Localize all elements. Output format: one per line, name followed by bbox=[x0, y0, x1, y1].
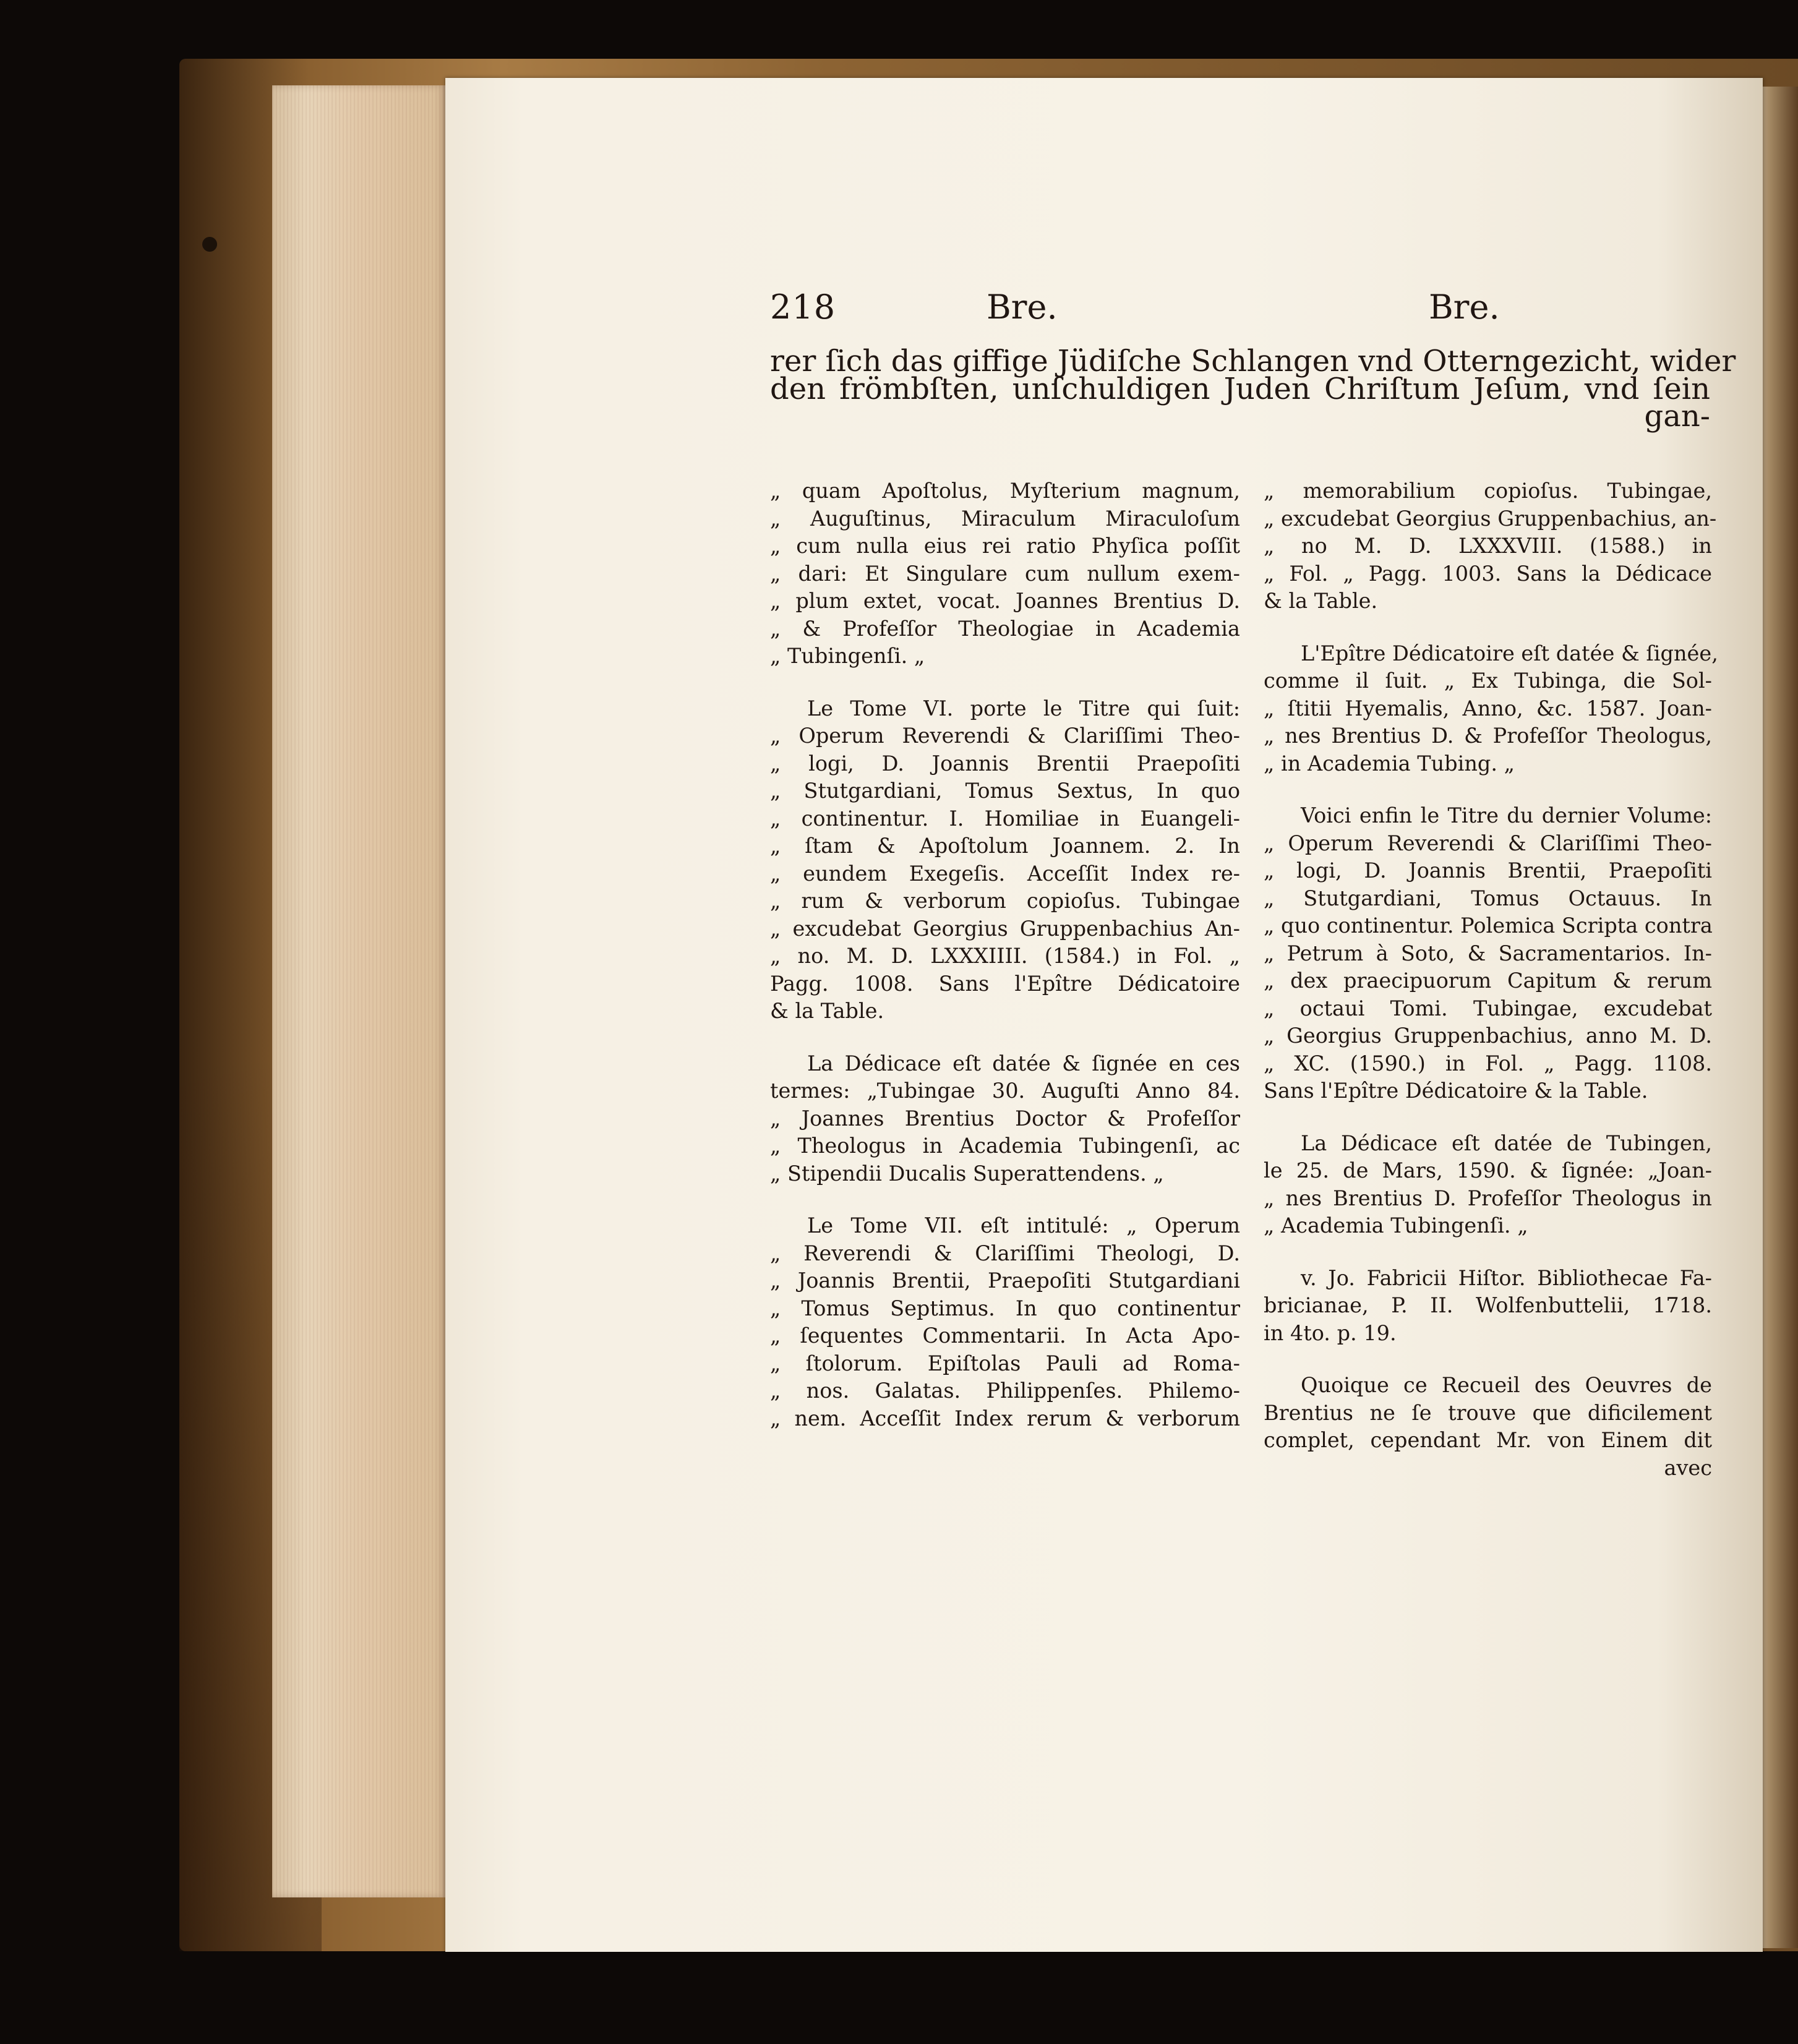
text-line: „ no. M. D. LXXXIIII. (1584.) in Fol. „ bbox=[770, 944, 1240, 968]
text-line: „ XC. (1590.) in Fol. „ Pagg. 1108. bbox=[1264, 1051, 1712, 1075]
text-line: „ Theologus in Academia Tubingenſi, ac bbox=[770, 1134, 1240, 1158]
quote-line: gan- bbox=[1644, 399, 1710, 434]
text-line: „ rum & verborum copioſus. Tubingae bbox=[770, 889, 1240, 913]
text-line: „ quo continentur. Polemica Scripta contra bbox=[1264, 913, 1713, 938]
text-line: „ Operum Reverendi & Clariſſimi Theo- bbox=[770, 724, 1240, 748]
text-line: „ quam Apoſtolus, Myſterium magnum, bbox=[770, 479, 1240, 503]
text-line: Le Tome VI. porte le Titre qui ſuit: bbox=[807, 696, 1240, 721]
page-number: 218 bbox=[770, 288, 836, 327]
text-line: Brentius ne ſe trouve que dificilement bbox=[1264, 1400, 1712, 1425]
text-line: Voici enfin le Titre du dernier Volume: bbox=[1301, 803, 1712, 827]
text-line: Quoique ce Recueil des Oeuvres de bbox=[1301, 1373, 1712, 1397]
text-line: „ Academia Tubingenſi. „ bbox=[1264, 1213, 1528, 1238]
text-line: termes: „Tubingae 30. Auguſti Anno 84. bbox=[770, 1079, 1240, 1103]
text-line: La Dédicace eſt datée & ſignée en ces bbox=[807, 1051, 1240, 1075]
text-line: „ Fol. „ Pagg. 1003. Sans la Dédicace bbox=[1264, 561, 1712, 586]
text-line: „ Petrum à Soto, & Sacramentarios. In- bbox=[1264, 941, 1712, 965]
text-line: „ nos. Galatas. Philippenſes. Philemo- bbox=[770, 1379, 1240, 1403]
text-line: & la Table. bbox=[770, 999, 884, 1023]
text-line: „ nem. Acceſſit Index rerum & verborum bbox=[770, 1406, 1240, 1430]
text-line: „ Tomus Septimus. In quo continentur bbox=[770, 1296, 1240, 1320]
text-line: „ ſtolorum. Epiſtolas Pauli ad Roma- bbox=[770, 1351, 1240, 1375]
text-line: „ memorabilium copioſus. Tubingae, bbox=[1264, 479, 1712, 503]
text-line: „ eundem Exegeſis. Acceſſit Index re- bbox=[770, 861, 1240, 886]
text-line: „ plum extet, vocat. Joannes Brentius D. bbox=[770, 589, 1240, 613]
text-line: comme il ſuit. „ Ex Tubinga, die Sol- bbox=[1264, 669, 1712, 693]
quote-line: rer ſich das giffige Jüdiſche Schlangen vnd Otterngezicht, wider bbox=[770, 344, 1736, 378]
paragraph-gap bbox=[770, 1025, 1240, 1050]
text-line: „ logi, D. Joannis Brentii Praepoſiti bbox=[770, 751, 1240, 776]
text-line: & la Table. bbox=[1264, 589, 1378, 613]
text-line: „ logi, D. Joannis Brentii, Praepoſiti bbox=[1264, 858, 1712, 883]
text-line: „ Tubingenſi. „ bbox=[770, 644, 925, 668]
paragraph-gap bbox=[1264, 1240, 1712, 1265]
binding-hole bbox=[202, 237, 217, 252]
text-line: „ ſtitii Hyemalis, Anno, &c. 1587. Joan- bbox=[1264, 696, 1712, 721]
text-line: „ excudebat Georgius Gruppenbachius, an- bbox=[1264, 506, 1717, 531]
right-text-column bbox=[1264, 477, 1718, 1482]
text-line: „ Stipendii Ducalis Superattendens. „ bbox=[770, 1161, 1164, 1186]
page-block-edges bbox=[272, 85, 445, 1897]
running-head-left: Bre. bbox=[987, 288, 1058, 327]
text-line: „ Reverendi & Clariſſimi Theologi, D. bbox=[770, 1241, 1240, 1265]
german-quote-block bbox=[770, 343, 1736, 434]
text-line: „ Operum Reverendi & Clariſſimi Theo- bbox=[1264, 831, 1712, 855]
paragraph-gap bbox=[770, 670, 1240, 695]
paragraph-gap bbox=[1264, 1105, 1712, 1130]
text-line: „ ſtam & Apoſtolum Joannem. 2. In bbox=[770, 834, 1240, 858]
text-line: in 4to. p. 19. bbox=[1264, 1320, 1397, 1345]
text-line: „ continentur. I. Homiliae in Euangeli- bbox=[770, 806, 1240, 831]
text-line: Pagg. 1008. Sans l'Epître Dédicatoire bbox=[770, 971, 1240, 996]
text-line: „ nes Brentius D. Profeſſor Theologus in bbox=[1264, 1186, 1712, 1210]
text-line: „ Stutgardiani, Tomus Octauus. In bbox=[1264, 886, 1712, 910]
text-line: „ Auguſtinus, Miraculum Miraculoſum bbox=[770, 506, 1240, 531]
text-line: „ in Academia Tubing. „ bbox=[1264, 751, 1515, 776]
text-line: „ nes Brentius D. & Profeſſor Theologus, bbox=[1264, 724, 1712, 748]
text-line: „ Joannis Brentii, Praepoſiti Stutgardiani bbox=[770, 1268, 1240, 1293]
text-line: „ ſequentes Commentarii. In Acta Apo- bbox=[770, 1323, 1240, 1348]
paragraph-gap bbox=[1264, 777, 1712, 802]
quote-line: den frömbſten, unſchuldigen Juden Chriſtum Jeſum, vnd ſein bbox=[770, 371, 1710, 406]
text-line: Sans l'Epître Dédicatoire & la Table. bbox=[1264, 1079, 1648, 1103]
text-line: Le Tome VII. eſt intitulé: „ Operum bbox=[807, 1213, 1240, 1238]
text-line: complet, cependant Mr. von Einem dit bbox=[1264, 1428, 1712, 1452]
text-line: „ no M. D. LXXXVIII. (1588.) in bbox=[1264, 534, 1712, 558]
text-line: L'Epître Dédicatoire eſt datée & ſignée, bbox=[1301, 641, 1718, 665]
text-line: bricianae, P. II. Wolfenbuttelii, 1718. bbox=[1264, 1293, 1712, 1317]
text-line: „ dex praecipuorum Capitum & rerum bbox=[1264, 969, 1712, 993]
text-line: „ Stutgardiani, Tomus Sextus, In quo bbox=[770, 779, 1240, 803]
paragraph-gap bbox=[1264, 615, 1712, 640]
text-line: „ & Profeſſor Theologiae in Academia bbox=[770, 616, 1240, 641]
paragraph-gap bbox=[1264, 1347, 1712, 1372]
text-line: le 25. de Mars, 1590. & ſignée: „Joan- bbox=[1264, 1158, 1712, 1182]
text-line: v. Jo. Fabricii Hiſtor. Bibliothecae Fa- bbox=[1301, 1265, 1712, 1290]
text-line: La Dédicace eſt datée de Tubingen, bbox=[1301, 1131, 1712, 1155]
catchword: avec bbox=[1664, 1455, 1712, 1480]
text-line: „ cum nulla eius rei ratio Phyſica poſſit bbox=[770, 534, 1240, 558]
running-head-right: Bre. bbox=[1429, 288, 1500, 327]
left-text-column bbox=[770, 477, 1240, 1432]
paragraph-gap bbox=[770, 1187, 1240, 1212]
text-line: „ dari: Et Singulare cum nullum exem- bbox=[770, 561, 1240, 586]
text-line: „ excudebat Georgius Gruppenbachius An- bbox=[770, 916, 1240, 941]
text-line: „ octaui Tomi. Tubingae, excudebat bbox=[1264, 996, 1712, 1020]
text-line: „ Georgius Gruppenbachius, anno M. D. bbox=[1264, 1024, 1712, 1048]
text-line: „ Joannes Brentius Doctor & Profeſſor bbox=[770, 1106, 1240, 1131]
